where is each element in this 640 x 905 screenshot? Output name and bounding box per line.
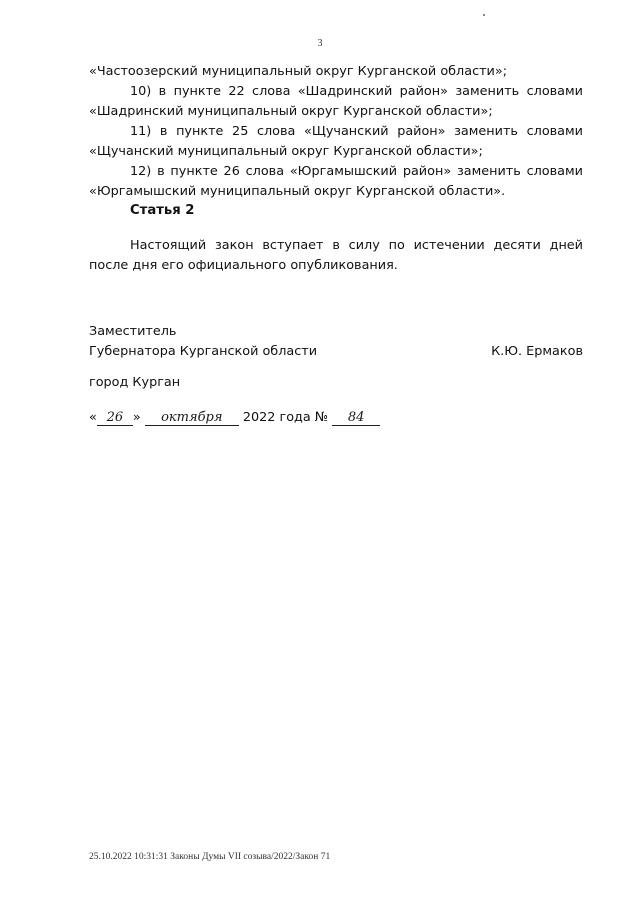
law-number-handwritten: 84 bbox=[332, 410, 380, 426]
city: город Курган bbox=[89, 375, 181, 390]
scan-mark bbox=[483, 14, 485, 16]
amendments-list bbox=[89, 62, 583, 202]
article-body bbox=[89, 236, 583, 276]
article-title: Статья 2 bbox=[130, 203, 195, 218]
date-year-text: 2022 года № bbox=[242, 410, 329, 425]
date-open-quote: « bbox=[89, 410, 97, 425]
date-month-handwritten: октября bbox=[145, 410, 239, 426]
paragraph-3: 11) в пункте 25 слова «Щучанский район» заменить словами «Щучанский муниципальный округ Курганской области»; bbox=[89, 124, 583, 159]
date-day-handwritten: 26 bbox=[97, 410, 133, 426]
paragraph-2: 10) в пункте 22 слова «Шадринский район» заменить словами «Шадринский муниципальный округ Курганской области»; bbox=[89, 84, 583, 119]
footer-stamp: 25.10.2022 10:31:31 Законы Думы VII созыва/2022/Закон 71 bbox=[89, 852, 331, 862]
signatory-position bbox=[89, 322, 317, 362]
signatory-name: К.Ю. Ермаков bbox=[491, 344, 583, 359]
paragraph-4: 12) в пункте 26 слова «Юргамышский район» заменить словами «Юргамышский муниципальный округ Курганской области». bbox=[89, 164, 583, 199]
signatory-position-line2: Губернатора Курганской области bbox=[89, 344, 318, 359]
signatory-position-line1: Заместитель bbox=[89, 324, 177, 339]
page-number: 3 bbox=[317, 38, 323, 49]
date-line bbox=[89, 410, 380, 426]
paragraph-1: «Частоозерский муниципальный округ Курганской области»; bbox=[89, 64, 508, 79]
date-close-quote: » bbox=[132, 410, 141, 425]
article-text: Настоящий закон вступает в силу по истечении десяти дней после дня его официального опубликования. bbox=[89, 238, 583, 273]
